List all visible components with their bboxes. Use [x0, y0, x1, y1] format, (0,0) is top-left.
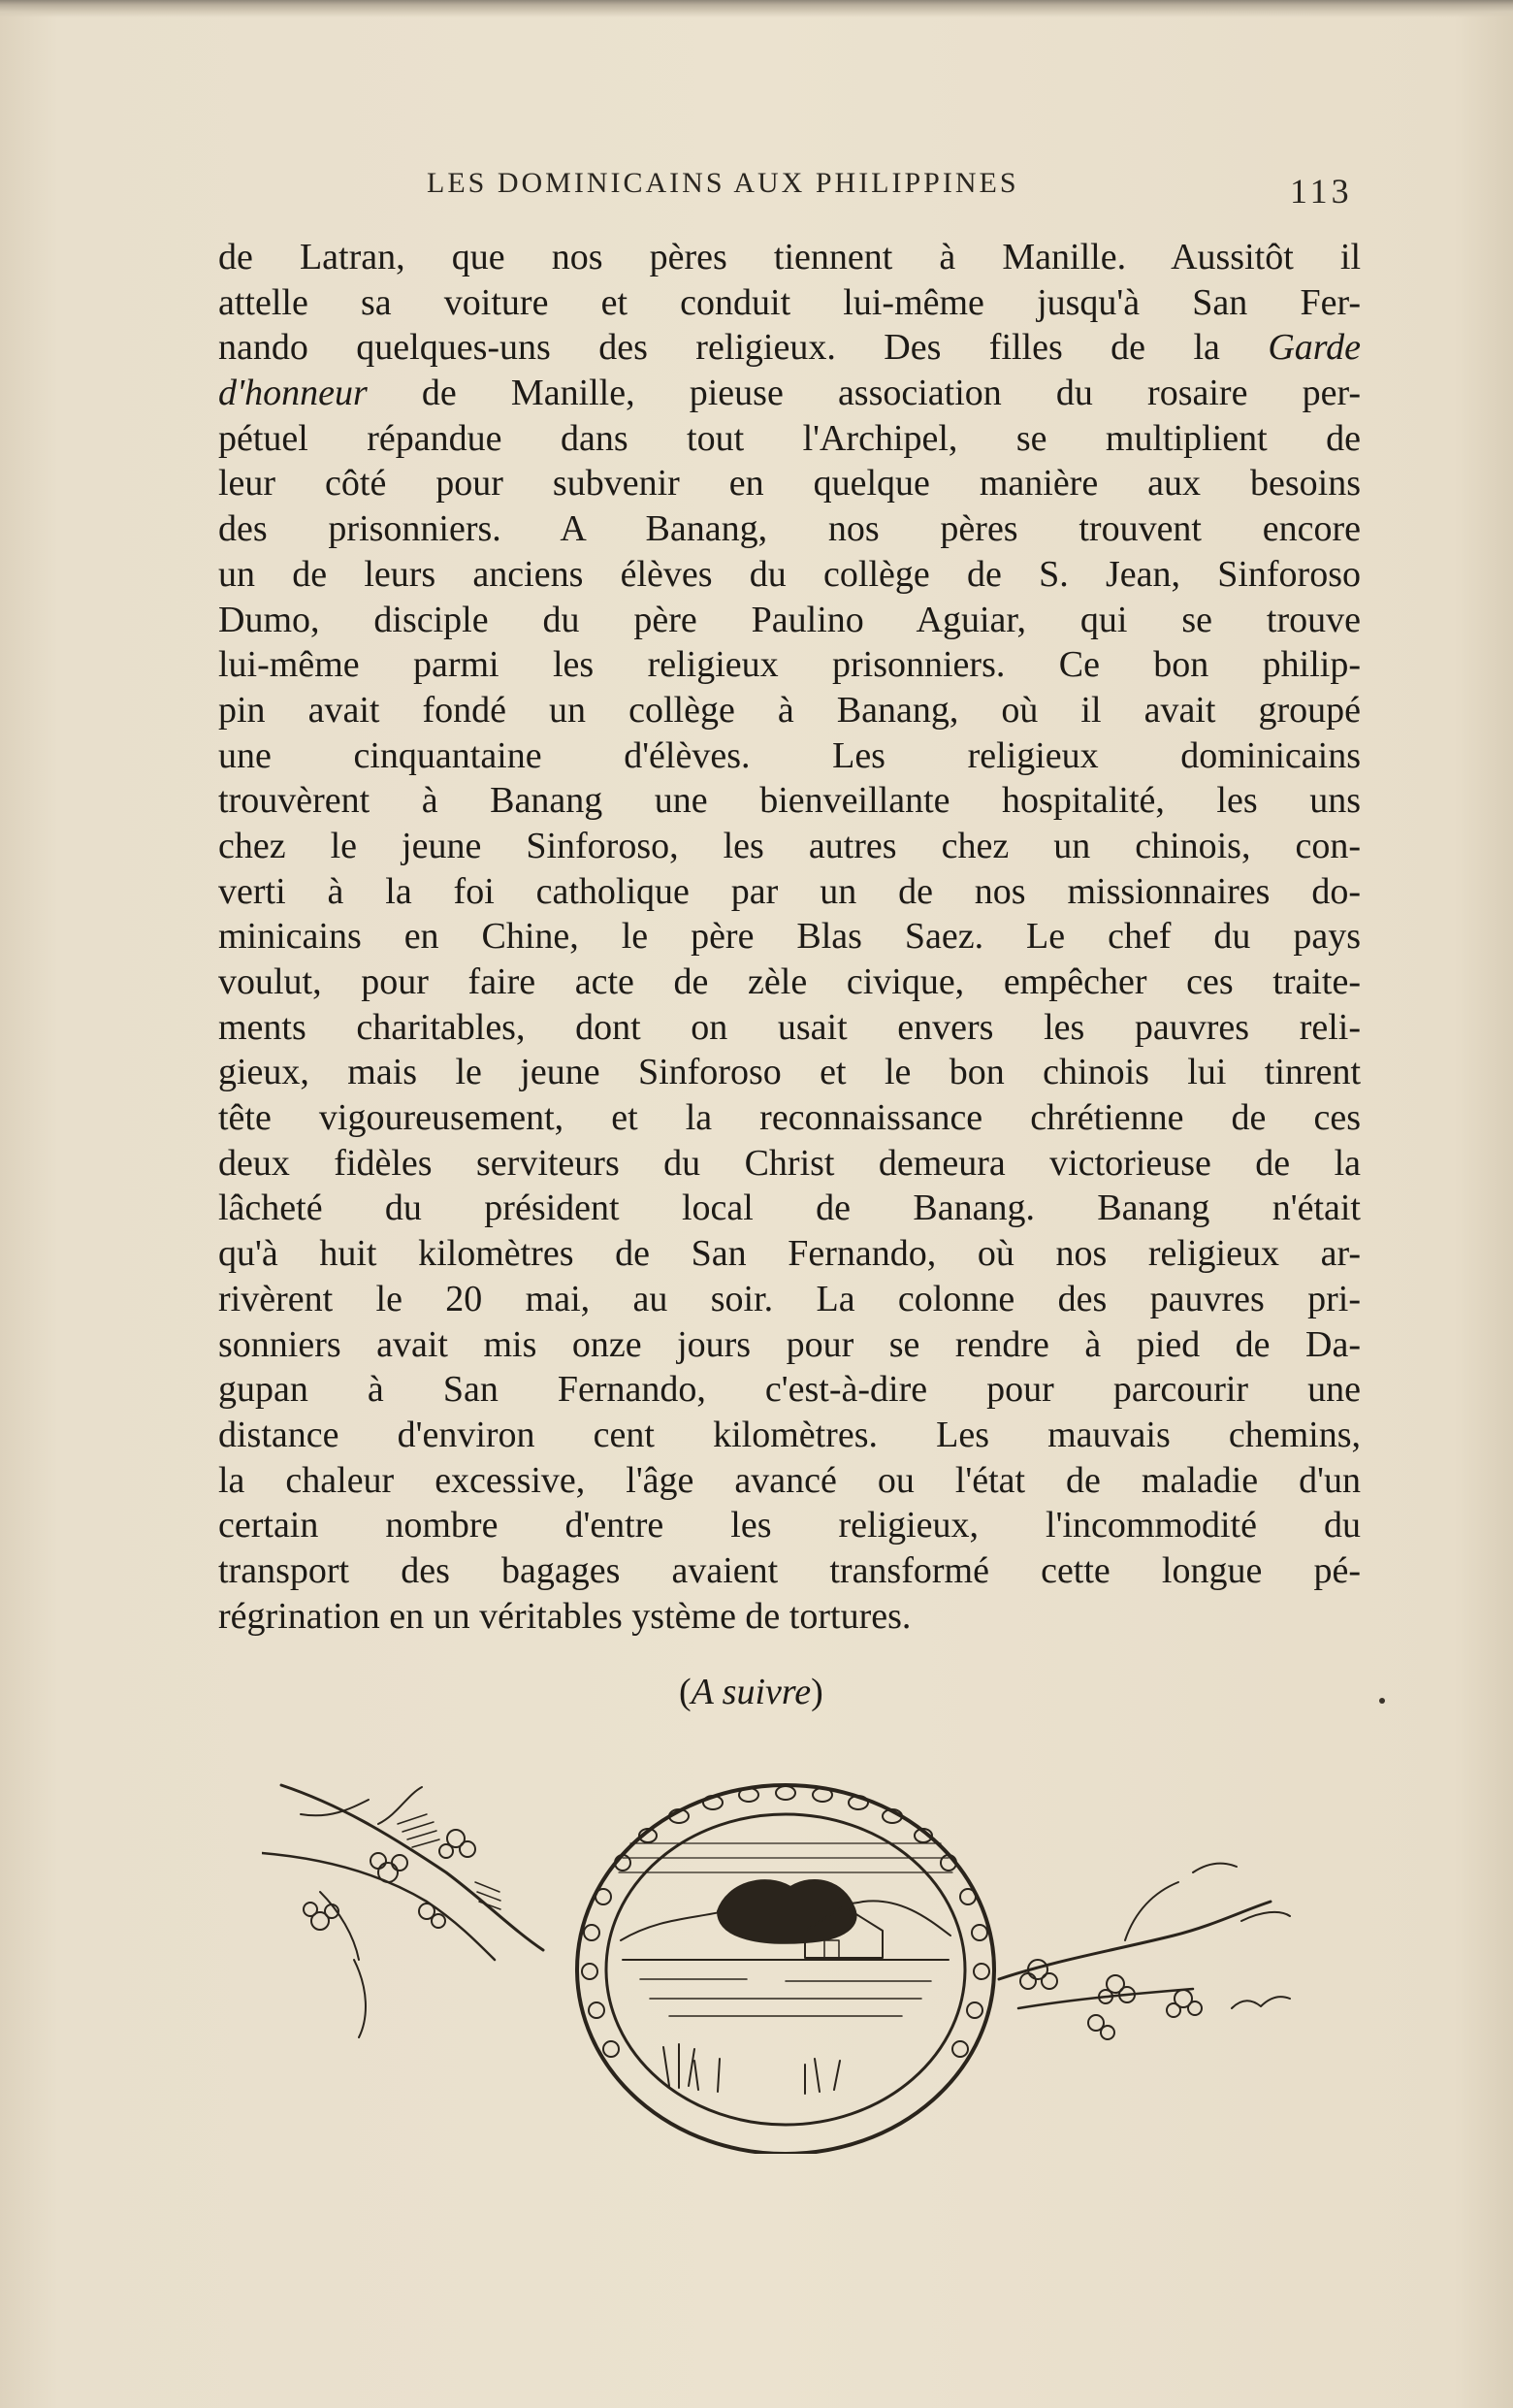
text-line: voulut, pour faire acte de zèle civique, empêcher ces traite- — [218, 961, 1361, 1002]
continuation-label: A suivre — [691, 1672, 812, 1712]
page-top-edge — [0, 0, 1513, 17]
text-line: lui-même parmi les religieux prisonniers. Ce bon philip- — [218, 644, 1361, 686]
text-line: des prisonniers. A Banang, nos pères trouvent encore — [218, 508, 1361, 550]
continuation-open: ( — [679, 1672, 692, 1712]
text-line: gupan à San Fernando, c'est-à-dire pour parcourir une — [218, 1369, 1361, 1411]
running-title: LES DOMINICAINS AUX PHILIPPINES — [427, 167, 1019, 199]
landscape-vignette-icon — [262, 1766, 1300, 2154]
text-line: transport des bagages avaient transformé cette longue pé- — [218, 1549, 1361, 1591]
text-line: lâcheté du président local de Banang. Banang n'était — [218, 1188, 1361, 1229]
text-line: de Latran, que nos pères tiennent à Manille. Aussitôt il — [218, 237, 1361, 277]
text-line: distance d'environ cent kilomètres. Les mauvais chemins, — [218, 1414, 1361, 1455]
text-line: ments charitables, dont on usait envers les pauvres reli- — [218, 1006, 1361, 1048]
text-line: Dumo, disciple du père Paulino Aguiar, qui se trouve — [218, 599, 1361, 640]
continuation-note — [679, 1671, 970, 1713]
text-line: trouvèrent à Banang une bienveillante hospitalité, les uns — [218, 780, 1361, 822]
page-number: 113 — [1290, 172, 1353, 211]
text-line: deux fidèles serviteurs du Christ demeura victorieuse de la — [218, 1142, 1361, 1184]
text-line: qu'à huit kilomètres de San Fernando, où nos religieux ar- — [218, 1233, 1361, 1275]
text-run: nando quelques-uns des religieux. Des filles de la — [218, 327, 1269, 369]
text-line — [218, 325, 1361, 371]
text-line — [218, 371, 1361, 416]
text-line: tête vigoureusement, et la reconnaissance chrétienne de ces — [218, 1097, 1361, 1139]
text-run: de Manille, pieuse association du rosaire per- — [367, 373, 1361, 414]
text-line: sonniers avait mis onze jours pour se rendre à pied de Da- — [218, 1323, 1361, 1365]
ink-speck — [1379, 1698, 1385, 1704]
text-line: pin avait fondé un collège à Banang, où il avait groupé — [218, 689, 1361, 731]
text-line: la chaleur excessive, l'âge avancé ou l'état de maladie d'un — [218, 1459, 1361, 1501]
text-line: minicains en Chine, le père Blas Saez. Le chef du pays — [218, 916, 1361, 958]
text-line: pétuel répandue dans tout l'Archipel, se multiplient de — [218, 417, 1361, 459]
text-line: attelle sa voiture et conduit lui-même jusqu'à San Fer- — [218, 281, 1361, 323]
text-line: une cinquantaine d'élèves. Les religieux dominicains — [218, 734, 1361, 776]
text-line: certain nombre d'entre les religieux, l'incommodité du — [218, 1505, 1361, 1546]
text-line: verti à la foi catholique par un de nos missionnaires do- — [218, 870, 1361, 912]
italic-run: d'honneur — [218, 373, 368, 414]
text-line: gieux, mais le jeune Sinforoso et le bon chinois lui tinrent — [218, 1052, 1361, 1093]
text-line: leur côté pour subvenir en quelque manière aux besoins — [218, 463, 1361, 504]
italic-run: Garde — [1268, 327, 1361, 369]
text-line: rivèrent le 20 mai, au soir. La colonne des pauvres pri- — [218, 1278, 1361, 1319]
body-text — [218, 235, 1361, 1639]
text-line: régrination en un véritables ystème de tortures. — [218, 1595, 912, 1637]
text-line: chez le jeune Sinforoso, les autres chez un chinois, con- — [218, 825, 1361, 866]
text-line: un de leurs anciens élèves du collège de S. Jean, Sinforoso — [218, 553, 1361, 595]
continuation-close: ) — [811, 1672, 823, 1712]
